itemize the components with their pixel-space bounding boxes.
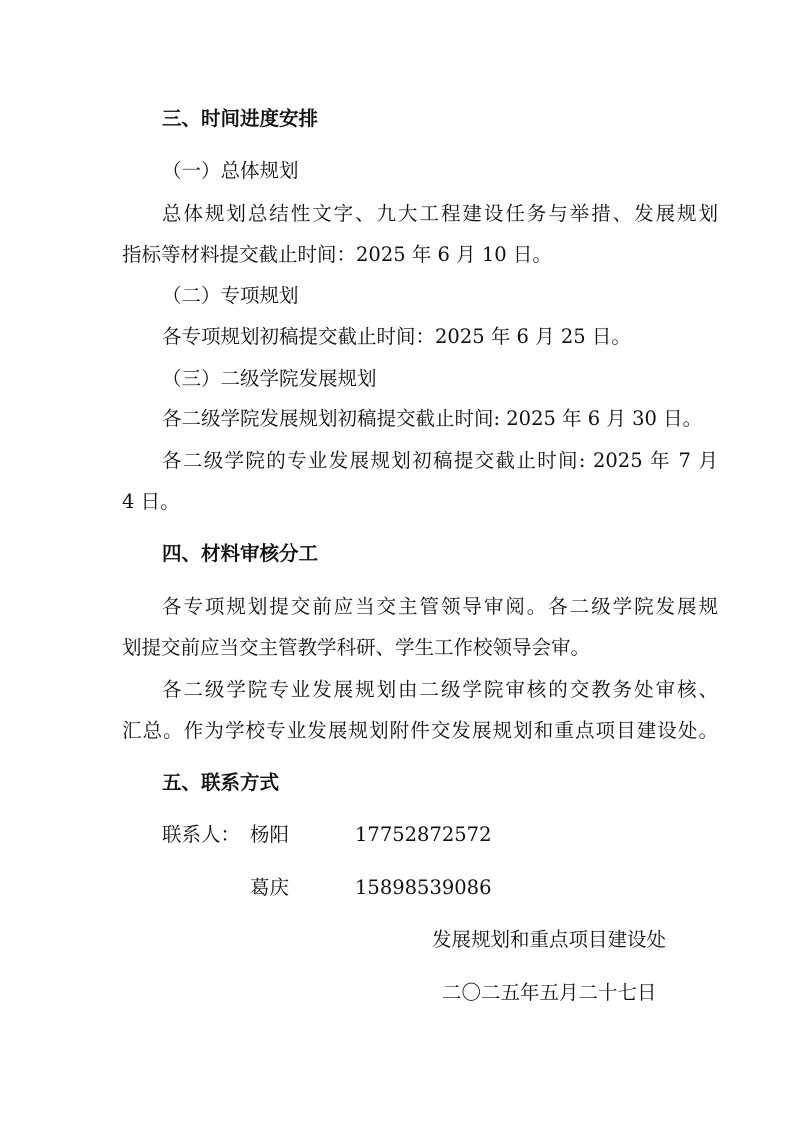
subsection-3-line-2: 各二级学院的专业发展规划初稿提交截止时间: 2025 年 7 月 bbox=[162, 449, 718, 472]
subsection-3-line-3: 4 日。 bbox=[122, 490, 180, 513]
section-4-p2-line-1: 各二级学院专业发展规划由二级学院审核的交教务处审核、 bbox=[162, 678, 718, 701]
section-5-heading: 五、联系方式 bbox=[162, 771, 280, 794]
section-4-p1-line-2: 划提交前应当交主管教学科研、学生工作校领导会审。 bbox=[122, 636, 591, 659]
subsection-3-title: （三）二级学院发展规划 bbox=[162, 367, 377, 390]
subsection-1-title: （一）总体规划 bbox=[162, 159, 299, 182]
contact-phone-2: 15898539086 bbox=[355, 876, 492, 899]
subsection-1-line-2: 指标等材料提交截止时间：2025 年 6 月 10 日。 bbox=[122, 243, 552, 266]
subsection-2-line-1: 各专项规划初稿提交截止时间：2025 年 6 月 25 日。 bbox=[162, 325, 631, 348]
subsection-3-line-1: 各二级学院发展规划初稿提交截止时间: 2025 年 6 月 30 日。 bbox=[162, 407, 703, 430]
section-3-heading: 三、时间进度安排 bbox=[162, 107, 319, 130]
section-4-p1-line-1: 各专项规划提交前应当交主管领导审阅。各二级学院发展规 bbox=[162, 595, 718, 618]
signature-org: 发展规划和重点项目建设处 bbox=[432, 928, 667, 951]
subsection-2-title: （二）专项规划 bbox=[162, 284, 299, 307]
contact-name-2: 葛庆 bbox=[250, 876, 290, 899]
contact-phone-1: 17752872572 bbox=[355, 823, 492, 846]
signature-date: 二〇二五年五月二十七日 bbox=[442, 981, 657, 1004]
subsection-1-line-1: 总体规划总结性文字、九大工程建设任务与举措、发展规划 bbox=[162, 202, 718, 225]
contact-label: 联系人： bbox=[162, 823, 241, 846]
section-4-heading: 四、材料审核分工 bbox=[162, 542, 319, 565]
contact-name-1: 杨阳 bbox=[250, 823, 290, 846]
section-4-p2-line-2: 汇总。作为学校专业发展规划附件交发展规划和重点项目建设处。 bbox=[122, 719, 718, 742]
